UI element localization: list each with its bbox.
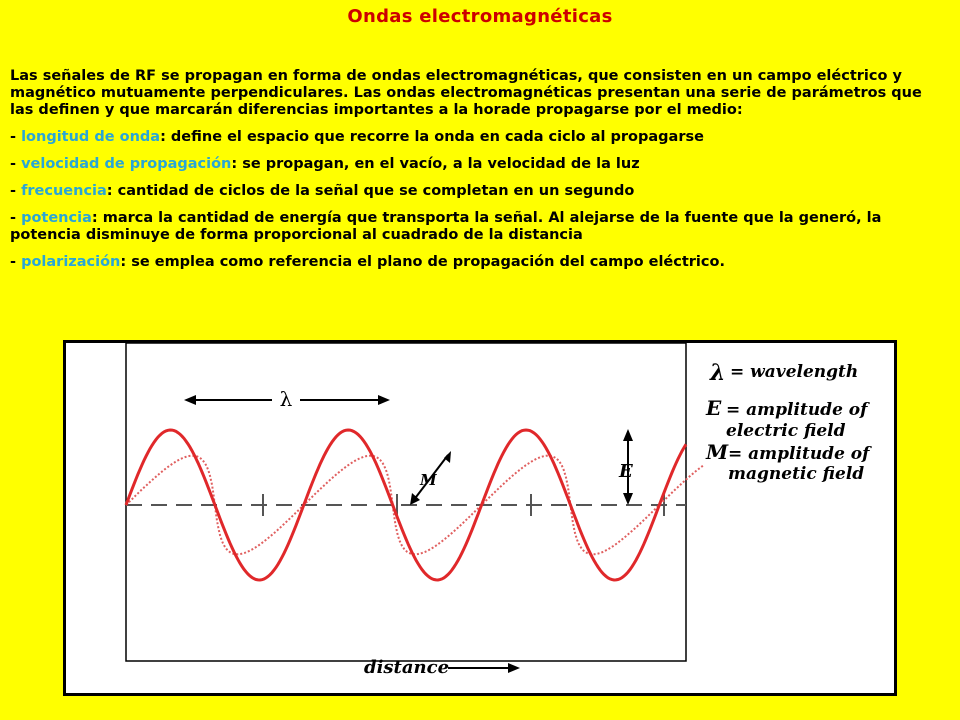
wavelength-arrow bbox=[184, 387, 390, 411]
wavelength-symbol: λ bbox=[279, 387, 293, 411]
legend bbox=[705, 360, 872, 484]
bullet-term: velocidad de propagación bbox=[21, 156, 232, 172]
bullet-item: - potencia: marca la cantidad de energía que transporta la señal. Al alejarse de la fuente que la generó, la potencia disminuye de forma proporcional al cuadrado de la distancia bbox=[10, 210, 882, 243]
bullet-term: polarización bbox=[21, 254, 121, 270]
magnetic-amplitude-arrow bbox=[410, 451, 451, 505]
legend-symbol: M bbox=[706, 440, 729, 464]
magnetic-amplitude-label: M bbox=[420, 471, 437, 489]
intro-paragraph: Las señales de RF se propagan en forma de ondas electromagnéticas, que consisten en un campo eléctrico y magnético mutuamente perpendiculares. Las ondas electromagnéticas presentan una serie de parámetros que las definen y que marcarán diferencias importantes a la horade propagarse por el medio: bbox=[10, 68, 922, 118]
legend-symbol: λ bbox=[710, 360, 726, 386]
bullet-term: longitud de onda bbox=[21, 129, 161, 145]
plot-frame bbox=[126, 343, 686, 661]
bullet-item: - frecuencia: cantidad de ciclos de la señal que se completan en un segundo bbox=[10, 183, 635, 199]
bullet-term: frecuencia bbox=[21, 183, 107, 199]
legend-text: electric field bbox=[726, 421, 846, 441]
bullet-item: - polarización: se emplea como referencia el plano de propagación del campo eléctrico. bbox=[10, 254, 725, 270]
bullet-text: : define el espacio que recorre la onda en cada ciclo al propagarse bbox=[160, 129, 704, 145]
distance-label: distance bbox=[364, 657, 450, 678]
bullet-text: : se propagan, en el vacío, a la velocidad de la luz bbox=[231, 156, 640, 172]
bullet-term: potencia bbox=[21, 210, 92, 226]
distance-arrow bbox=[364, 657, 520, 678]
electric-amplitude-label: E bbox=[619, 461, 633, 482]
body-text bbox=[10, 68, 950, 281]
bullet-text: : se emplea como referencia el plano de propagación del campo eléctrico. bbox=[120, 254, 725, 270]
legend-text: = amplitude of bbox=[726, 400, 868, 420]
bullet-text: : cantidad de ciclos de la señal que se completan en un segundo bbox=[106, 183, 635, 199]
bullet-item: - longitud de onda: define el espacio que recorre la onda en cada ciclo al propagarse bbox=[10, 129, 704, 145]
electric-amplitude-arrow bbox=[618, 429, 633, 505]
page-title: Ondas electromagnéticas bbox=[347, 6, 613, 27]
legend-text: = amplitude of bbox=[728, 444, 870, 464]
em-wave-diagram bbox=[66, 343, 894, 693]
bullet-text: : marca la cantidad de energía que transporta la señal. Al alejarse de la fuente que la generó, la potencia disminuye de forma proporcional al cuadrado de la distancia bbox=[10, 210, 882, 243]
legend-symbol: E bbox=[706, 396, 722, 420]
legend-text: magnetic field bbox=[728, 464, 865, 484]
em-wave-figure bbox=[63, 340, 897, 696]
bullet-item: - velocidad de propagación: se propagan, en el vacío, a la velocidad de la luz bbox=[10, 156, 640, 172]
legend-text: = wavelength bbox=[730, 362, 859, 382]
